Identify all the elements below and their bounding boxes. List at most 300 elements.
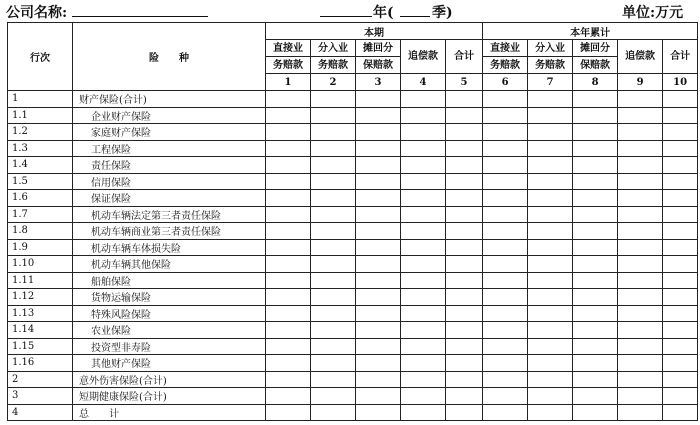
- amount-cell[interactable]: [528, 289, 573, 306]
- amount-cell[interactable]: [401, 190, 446, 207]
- amount-cell[interactable]: [446, 190, 483, 207]
- amount-cell[interactable]: [663, 239, 698, 256]
- row-number: 1.8: [8, 223, 73, 240]
- insurance-type: 财产保险(合计): [73, 91, 266, 108]
- amount-cell[interactable]: [573, 140, 618, 157]
- amount-cell[interactable]: [618, 124, 663, 141]
- amount-cell[interactable]: [266, 322, 311, 339]
- col-header-type: 险 种: [73, 23, 266, 91]
- col-header-10-num: 10: [663, 74, 698, 91]
- amount-cell[interactable]: [618, 190, 663, 207]
- amount-cell[interactable]: [528, 371, 573, 388]
- col-header-1-l2: 务赔款: [266, 57, 311, 74]
- amount-cell[interactable]: [663, 91, 698, 108]
- amount-cell[interactable]: [446, 322, 483, 339]
- amount-cell[interactable]: [311, 322, 356, 339]
- amount-cell[interactable]: [311, 140, 356, 157]
- amount-cell[interactable]: [266, 239, 311, 256]
- amount-cell[interactable]: [528, 322, 573, 339]
- amount-cell[interactable]: [446, 239, 483, 256]
- amount-cell[interactable]: [483, 157, 528, 174]
- amount-cell[interactable]: [483, 388, 528, 405]
- insurance-type: 责任保险: [73, 157, 266, 174]
- amount-cell[interactable]: [663, 223, 698, 240]
- amount-cell[interactable]: [356, 107, 401, 124]
- amount-cell[interactable]: [573, 305, 618, 322]
- amount-cell[interactable]: [618, 256, 663, 273]
- amount-cell[interactable]: [446, 173, 483, 190]
- amount-cell[interactable]: [618, 289, 663, 306]
- col-header-10-l1: 合计: [663, 40, 698, 74]
- amount-cell[interactable]: [483, 91, 528, 108]
- amount-cell[interactable]: [356, 206, 401, 223]
- amount-cell[interactable]: [528, 272, 573, 289]
- col-header-8-l2: 保赔款: [573, 57, 618, 74]
- row-number: 1.4: [8, 157, 73, 174]
- amount-cell[interactable]: [401, 107, 446, 124]
- amount-cell[interactable]: [356, 388, 401, 405]
- insurance-type: 机动车辆法定第三者责任保险: [73, 206, 266, 223]
- amount-cell[interactable]: [266, 289, 311, 306]
- amount-cell[interactable]: [618, 355, 663, 372]
- amount-cell[interactable]: [528, 173, 573, 190]
- table-row: [8, 91, 698, 108]
- amount-cell[interactable]: [618, 305, 663, 322]
- amount-cell[interactable]: [573, 322, 618, 339]
- insurance-type: 保证保险: [73, 190, 266, 207]
- insurance-type: 企业财产保险: [73, 107, 266, 124]
- amount-cell[interactable]: [663, 322, 698, 339]
- row-number: 1.14: [8, 322, 73, 339]
- amount-cell[interactable]: [401, 289, 446, 306]
- amount-cell[interactable]: [573, 289, 618, 306]
- insurance-type: 机动车辆商业第三者责任保险: [73, 223, 266, 240]
- amount-cell[interactable]: [266, 371, 311, 388]
- amount-cell[interactable]: [311, 206, 356, 223]
- amount-cell[interactable]: [528, 355, 573, 372]
- amount-cell[interactable]: [528, 206, 573, 223]
- amount-cell[interactable]: [446, 206, 483, 223]
- amount-cell[interactable]: [356, 355, 401, 372]
- amount-cell[interactable]: [401, 272, 446, 289]
- amount-cell[interactable]: [573, 371, 618, 388]
- amount-cell[interactable]: [483, 322, 528, 339]
- amount-cell[interactable]: [573, 206, 618, 223]
- col-header-4-l1: 追偿款: [401, 40, 446, 74]
- amount-cell[interactable]: [446, 404, 483, 421]
- amount-cell[interactable]: [401, 371, 446, 388]
- amount-cell[interactable]: [483, 206, 528, 223]
- amount-cell[interactable]: [573, 272, 618, 289]
- amount-cell[interactable]: [573, 239, 618, 256]
- amount-cell[interactable]: [573, 404, 618, 421]
- amount-cell[interactable]: [356, 91, 401, 108]
- group-header-current: 本期: [266, 23, 483, 40]
- amount-cell[interactable]: [266, 140, 311, 157]
- col-header-2-num: 2: [311, 74, 356, 91]
- amount-cell[interactable]: [663, 355, 698, 372]
- insurance-type: 信用保险: [73, 173, 266, 190]
- table-row: [8, 140, 698, 157]
- amount-cell[interactable]: [401, 140, 446, 157]
- amount-cell[interactable]: [356, 223, 401, 240]
- amount-cell[interactable]: [483, 338, 528, 355]
- amount-cell[interactable]: [401, 305, 446, 322]
- col-header-5-l1: 合计: [446, 40, 483, 74]
- col-header-7-l1: 分入业: [528, 40, 573, 57]
- amount-cell[interactable]: [618, 223, 663, 240]
- amount-cell[interactable]: [446, 157, 483, 174]
- col-header-6-l1: 直接业: [483, 40, 528, 57]
- amount-cell[interactable]: [663, 289, 698, 306]
- insurance-type: 机动车辆其他保险: [73, 256, 266, 273]
- amount-cell[interactable]: [618, 173, 663, 190]
- amount-cell[interactable]: [401, 322, 446, 339]
- amount-cell[interactable]: [401, 355, 446, 372]
- company-name-field[interactable]: [72, 16, 208, 17]
- amount-cell[interactable]: [266, 388, 311, 405]
- row-number: 1.5: [8, 173, 73, 190]
- col-header-8-l1: 摊回分: [573, 40, 618, 57]
- table-header: [8, 23, 698, 91]
- amount-cell[interactable]: [528, 388, 573, 405]
- col-header-6-num: 6: [483, 74, 528, 91]
- amount-cell[interactable]: [446, 256, 483, 273]
- amount-cell[interactable]: [311, 157, 356, 174]
- amount-cell[interactable]: [446, 371, 483, 388]
- amount-cell[interactable]: [401, 223, 446, 240]
- company-name-label: 公司名称:: [6, 5, 68, 21]
- amount-cell[interactable]: [446, 305, 483, 322]
- amount-cell[interactable]: [311, 256, 356, 273]
- amount-cell[interactable]: [356, 404, 401, 421]
- amount-cell[interactable]: [311, 173, 356, 190]
- amount-cell[interactable]: [663, 404, 698, 421]
- amount-cell[interactable]: [663, 338, 698, 355]
- amount-cell[interactable]: [311, 239, 356, 256]
- table-row: [8, 223, 698, 240]
- amount-cell[interactable]: [356, 124, 401, 141]
- amount-cell[interactable]: [311, 223, 356, 240]
- amount-cell[interactable]: [311, 355, 356, 372]
- amount-cell[interactable]: [663, 256, 698, 273]
- table-row: [8, 322, 698, 339]
- amount-cell[interactable]: [311, 190, 356, 207]
- table-row: [8, 256, 698, 273]
- amount-cell[interactable]: [311, 404, 356, 421]
- insurance-type: 工程保险: [73, 140, 266, 157]
- amount-cell[interactable]: [311, 107, 356, 124]
- row-number: 1.9: [8, 239, 73, 256]
- col-header-8-num: 8: [573, 74, 618, 91]
- amount-cell[interactable]: [573, 388, 618, 405]
- amount-cell[interactable]: [483, 305, 528, 322]
- quarter-field[interactable]: [400, 16, 430, 17]
- amount-cell[interactable]: [618, 206, 663, 223]
- amount-cell[interactable]: [483, 124, 528, 141]
- amount-cell[interactable]: [663, 190, 698, 207]
- insurance-type: 家庭财产保险: [73, 124, 266, 141]
- amount-cell[interactable]: [618, 371, 663, 388]
- amount-cell[interactable]: [446, 223, 483, 240]
- amount-cell[interactable]: [528, 223, 573, 240]
- row-number: 1.3: [8, 140, 73, 157]
- insurance-type: 其他财产保险: [73, 355, 266, 372]
- table-row: [8, 289, 698, 306]
- col-header-3-l2: 保赔款: [356, 57, 401, 74]
- col-header-5-num: 5: [446, 74, 483, 91]
- row-number: 4: [8, 404, 73, 421]
- amount-cell[interactable]: [266, 355, 311, 372]
- amount-cell[interactable]: [446, 388, 483, 405]
- row-number: 1.12: [8, 289, 73, 306]
- amount-cell[interactable]: [446, 355, 483, 372]
- amount-cell[interactable]: [311, 305, 356, 322]
- amount-cell[interactable]: [401, 157, 446, 174]
- insurance-type: 机动车辆车体损失险: [73, 239, 266, 256]
- amount-cell[interactable]: [618, 338, 663, 355]
- amount-cell[interactable]: [663, 157, 698, 174]
- amount-cell[interactable]: [483, 140, 528, 157]
- amount-cell[interactable]: [573, 338, 618, 355]
- amount-cell[interactable]: [356, 140, 401, 157]
- amount-cell[interactable]: [311, 371, 356, 388]
- amount-cell[interactable]: [266, 173, 311, 190]
- row-number: 1.10: [8, 256, 73, 273]
- row-number: 1.2: [8, 124, 73, 141]
- quarter-label: 季): [432, 5, 453, 21]
- amount-cell[interactable]: [311, 124, 356, 141]
- amount-cell[interactable]: [528, 91, 573, 108]
- amount-cell[interactable]: [446, 107, 483, 124]
- col-header-3-num: 3: [356, 74, 401, 91]
- amount-cell[interactable]: [483, 223, 528, 240]
- amount-cell[interactable]: [356, 256, 401, 273]
- table-row: [8, 404, 698, 421]
- amount-cell[interactable]: [573, 256, 618, 273]
- amount-cell[interactable]: [356, 239, 401, 256]
- amount-cell[interactable]: [663, 124, 698, 141]
- amount-cell[interactable]: [618, 272, 663, 289]
- amount-cell[interactable]: [528, 404, 573, 421]
- col-header-6-l2: 务赔款: [483, 57, 528, 74]
- amount-cell[interactable]: [618, 140, 663, 157]
- row-number: 1.11: [8, 272, 73, 289]
- row-number: 1.15: [8, 338, 73, 355]
- table-row: [8, 157, 698, 174]
- amount-cell[interactable]: [356, 305, 401, 322]
- table-body: [8, 91, 698, 421]
- amount-cell[interactable]: [618, 388, 663, 405]
- amount-cell[interactable]: [483, 239, 528, 256]
- amount-cell[interactable]: [663, 272, 698, 289]
- amount-cell[interactable]: [446, 272, 483, 289]
- amount-cell[interactable]: [528, 239, 573, 256]
- amount-cell[interactable]: [446, 140, 483, 157]
- col-header-1-num: 1: [266, 74, 311, 91]
- col-header-9-l1: 追偿款: [618, 40, 663, 74]
- amount-cell[interactable]: [266, 223, 311, 240]
- insurance-type: 意外伤害保险(合计): [73, 371, 266, 388]
- amount-cell[interactable]: [528, 157, 573, 174]
- amount-cell[interactable]: [483, 173, 528, 190]
- amount-cell[interactable]: [528, 124, 573, 141]
- amount-cell[interactable]: [528, 140, 573, 157]
- amount-cell[interactable]: [266, 190, 311, 207]
- amount-cell[interactable]: [401, 404, 446, 421]
- col-header-1-l1: 直接业: [266, 40, 311, 57]
- insurance-type: 总 计: [73, 404, 266, 421]
- amount-cell[interactable]: [356, 289, 401, 306]
- amount-cell[interactable]: [573, 223, 618, 240]
- table-row: [8, 371, 698, 388]
- amount-cell[interactable]: [356, 157, 401, 174]
- table-row: [8, 272, 698, 289]
- claims-table: [7, 22, 698, 421]
- table-row: [8, 305, 698, 322]
- amount-cell[interactable]: [401, 338, 446, 355]
- amount-cell[interactable]: [266, 206, 311, 223]
- amount-cell[interactable]: [573, 173, 618, 190]
- amount-cell[interactable]: [311, 272, 356, 289]
- amount-cell[interactable]: [618, 322, 663, 339]
- amount-cell[interactable]: [663, 107, 698, 124]
- amount-cell[interactable]: [618, 239, 663, 256]
- amount-cell[interactable]: [401, 239, 446, 256]
- insurance-type: 农业保险: [73, 322, 266, 339]
- row-number: 1.7: [8, 206, 73, 223]
- amount-cell[interactable]: [266, 157, 311, 174]
- amount-cell[interactable]: [483, 272, 528, 289]
- amount-cell[interactable]: [618, 404, 663, 421]
- amount-cell[interactable]: [483, 289, 528, 306]
- amount-cell[interactable]: [446, 338, 483, 355]
- amount-cell[interactable]: [356, 338, 401, 355]
- amount-cell[interactable]: [311, 388, 356, 405]
- amount-cell[interactable]: [356, 371, 401, 388]
- year-field[interactable]: [320, 16, 372, 17]
- report-header: [0, 0, 700, 22]
- table-row: [8, 338, 698, 355]
- insurance-type: 船舶保险: [73, 272, 266, 289]
- row-number: 1.1: [8, 107, 73, 124]
- amount-cell[interactable]: [573, 91, 618, 108]
- col-header-3-l1: 摊回分: [356, 40, 401, 57]
- amount-cell[interactable]: [356, 272, 401, 289]
- amount-cell[interactable]: [356, 322, 401, 339]
- amount-cell[interactable]: [401, 206, 446, 223]
- amount-cell[interactable]: [311, 289, 356, 306]
- amount-cell[interactable]: [663, 206, 698, 223]
- amount-cell[interactable]: [401, 256, 446, 273]
- amount-cell[interactable]: [618, 107, 663, 124]
- col-header-2-l2: 务赔款: [311, 57, 356, 74]
- group-header-ytd: 本年累计: [483, 23, 698, 40]
- amount-cell[interactable]: [573, 190, 618, 207]
- insurance-type: 短期健康保险(合计): [73, 388, 266, 405]
- amount-cell[interactable]: [266, 107, 311, 124]
- row-number: 2: [8, 371, 73, 388]
- amount-cell[interactable]: [311, 91, 356, 108]
- amount-cell[interactable]: [311, 338, 356, 355]
- amount-cell[interactable]: [618, 91, 663, 108]
- amount-cell[interactable]: [356, 173, 401, 190]
- amount-cell[interactable]: [266, 338, 311, 355]
- amount-cell[interactable]: [401, 173, 446, 190]
- row-number: 1.16: [8, 355, 73, 372]
- amount-cell[interactable]: [446, 124, 483, 141]
- table-row: [8, 355, 698, 372]
- amount-cell[interactable]: [573, 355, 618, 372]
- amount-cell[interactable]: [483, 256, 528, 273]
- unit-label: 单位:万元: [622, 5, 684, 21]
- col-header-7-l2: 务赔款: [528, 57, 573, 74]
- row-number: 1.6: [8, 190, 73, 207]
- table-row: [8, 124, 698, 141]
- amount-cell[interactable]: [266, 404, 311, 421]
- amount-cell[interactable]: [528, 256, 573, 273]
- amount-cell[interactable]: [663, 371, 698, 388]
- insurance-type: 货物运输保险: [73, 289, 266, 306]
- amount-cell[interactable]: [573, 157, 618, 174]
- amount-cell[interactable]: [573, 124, 618, 141]
- amount-cell[interactable]: [663, 305, 698, 322]
- amount-cell[interactable]: [528, 338, 573, 355]
- amount-cell[interactable]: [663, 388, 698, 405]
- year-label: 年(: [373, 5, 394, 21]
- table-row: [8, 239, 698, 256]
- amount-cell[interactable]: [446, 289, 483, 306]
- amount-cell[interactable]: [618, 157, 663, 174]
- insurance-type: 投资型非寿险: [73, 338, 266, 355]
- amount-cell[interactable]: [446, 91, 483, 108]
- amount-cell[interactable]: [483, 371, 528, 388]
- amount-cell[interactable]: [266, 256, 311, 273]
- amount-cell[interactable]: [356, 190, 401, 207]
- amount-cell[interactable]: [266, 91, 311, 108]
- row-number: 3: [8, 388, 73, 405]
- col-header-4-num: 4: [401, 74, 446, 91]
- amount-cell[interactable]: [528, 305, 573, 322]
- amount-cell[interactable]: [573, 107, 618, 124]
- table-row: [8, 206, 698, 223]
- table-row: [8, 388, 698, 405]
- amount-cell[interactable]: [483, 190, 528, 207]
- row-number: 1: [8, 91, 73, 108]
- amount-cell[interactable]: [266, 124, 311, 141]
- row-number: 1.13: [8, 305, 73, 322]
- table-row: [8, 107, 698, 124]
- amount-cell[interactable]: [266, 272, 311, 289]
- insurance-type: 特殊风险保险: [73, 305, 266, 322]
- amount-cell[interactable]: [401, 124, 446, 141]
- col-header-2-l1: 分入业: [311, 40, 356, 57]
- amount-cell[interactable]: [528, 107, 573, 124]
- col-header-9-num: 9: [618, 74, 663, 91]
- amount-cell[interactable]: [663, 140, 698, 157]
- amount-cell[interactable]: [483, 355, 528, 372]
- amount-cell[interactable]: [266, 305, 311, 322]
- col-header-7-num: 7: [528, 74, 573, 91]
- amount-cell[interactable]: [483, 404, 528, 421]
- amount-cell[interactable]: [483, 107, 528, 124]
- amount-cell[interactable]: [401, 388, 446, 405]
- amount-cell[interactable]: [401, 91, 446, 108]
- table-row: [8, 190, 698, 207]
- amount-cell[interactable]: [663, 173, 698, 190]
- table-row: [8, 173, 698, 190]
- amount-cell[interactable]: [528, 190, 573, 207]
